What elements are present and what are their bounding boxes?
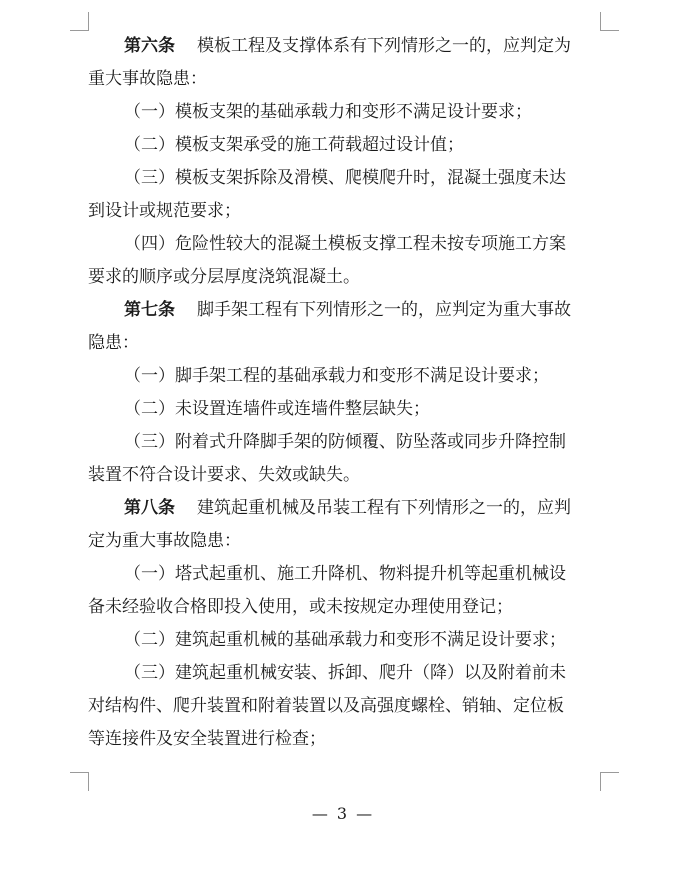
crop-mark-bottom-left [70,772,89,791]
article-6-item-4-cont [88,261,600,294]
article-8-item-2 [88,624,600,657]
crop-mark-bottom-right [600,772,619,791]
article-8-item-2-text: （二）建筑起重机械的基础承载力和变形不满足设计要求； [124,630,566,650]
article-8-item-3-cont-1 [88,690,600,723]
article-8-item-1 [88,558,600,591]
article-8-line-1: 建筑起重机械及吊装工程有下列情形之一的，应判 [197,498,571,518]
article-8-line-2 [88,525,600,558]
article-8-item-3-cont-1-text: 对结构件、爬升装置和附着装置以及高强度螺栓、销轴、定位板 [88,696,564,716]
article-7-line-2-text: 隐患： [88,333,139,353]
article-6-item-1 [88,96,600,129]
article-6-item-4 [88,228,600,261]
article-6-heading: 第六条 [124,36,175,56]
article-6-item-3-cont-text: 到设计或规范要求； [88,201,241,221]
page-number: — 3 — [311,804,375,823]
article-6-item-4-cont-text: 要求的顺序或分层厚度浇筑混凝土。 [88,267,360,287]
article-6-item-2 [88,129,600,162]
article-6-item-4-text: （四）危险性较大的混凝土模板支撑工程未按专项施工方案 [124,234,566,254]
article-8-item-3-cont-2 [88,723,600,756]
article-8-item-3-text: （三）建筑起重机械安装、拆卸、爬升（降）以及附着前未 [124,663,566,683]
article-7-item-2-text: （二）未设置连墙件或连墙件整层缺失； [124,399,430,419]
article-7-item-1-text: （一）脚手架工程的基础承载力和变形不满足设计要求； [124,366,549,386]
article-8-heading: 第八条 [124,498,175,518]
article-7-item-3-cont-text: 装置不符合设计要求、失效或缺失。 [88,465,360,485]
article-6-line-2 [88,63,600,96]
article-6-item-2-text: （二）模板支架承受的施工荷载超过设计值； [124,135,464,155]
article-7-line-1: 脚手架工程有下列情形之一的，应判定为重大事故 [197,300,571,320]
article-6-line-1: 模板工程及支撑体系有下列情形之一的，应判定为 [197,36,571,56]
article-8-heading-line [88,492,600,525]
article-7-heading-line [88,294,600,327]
article-8-item-3 [88,657,600,690]
article-8-item-3-cont-2-text: 等连接件及安全装置进行检查； [88,729,326,749]
crop-mark-top-left [70,12,89,31]
article-7-item-3-text: （三）附着式升降脚手架的防倾覆、防坠落或同步升降控制 [124,432,566,452]
document-body [88,30,600,756]
article-7-line-2 [88,327,600,360]
article-8-item-1-text: （一）塔式起重机、施工升降机、物料提升机等起重机械设 [124,564,566,584]
article-6-line-2-text: 重大事故隐患： [88,69,207,89]
article-8-item-1-cont [88,591,600,624]
article-6-item-3-cont [88,195,600,228]
article-6-item-3 [88,162,600,195]
article-7-item-2 [88,393,600,426]
article-7-item-3-cont [88,459,600,492]
article-8-line-2-text: 定为重大事故隐患： [88,531,241,551]
article-6-item-3-text: （三）模板支架拆除及滑模、爬模爬升时，混凝土强度未达 [124,168,566,188]
article-8-item-1-cont-text: 备未经验收合格即投入使用，或未按规定办理使用登记； [88,597,513,617]
crop-mark-top-right [600,12,619,31]
article-6-item-1-text: （一）模板支架的基础承载力和变形不满足设计要求； [124,102,532,122]
article-6-heading-line [88,30,600,63]
article-7-item-3 [88,426,600,459]
article-7-item-1 [88,360,600,393]
article-7-heading: 第七条 [124,300,175,320]
